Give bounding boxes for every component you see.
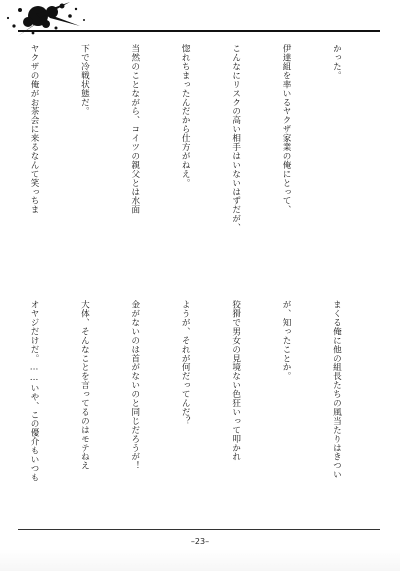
text-column: ヤクザの俺がお茶会に来るなんて笑っちま (29, 44, 40, 215)
text-column: ようが、それが何だってんだ？ (180, 300, 191, 426)
text-column: オヤジだけだ。……いや、この優介もいつも (29, 300, 40, 482)
text-column: 当然のことながら、コイツの親父とは水面 (129, 44, 140, 215)
text-column: 伊達組を率いるヤクザ家業の俺にとって、 (281, 44, 292, 215)
bottom-rule (18, 529, 380, 530)
text-column: 金がないのは首がないのと同じだろうが！ (129, 300, 140, 471)
text-block-top (0, 44, 378, 274)
text-column: 下で冷戦状態だ。 (79, 44, 90, 116)
text-block-bottom (0, 300, 378, 525)
top-rule (18, 30, 380, 32)
text-column: まくる俺に他の組長たちの風当たりはきつい (331, 300, 342, 479)
text-column: かった。 (331, 44, 342, 80)
text-column: が、知ったことか。 (281, 300, 292, 381)
text-column: 大体、そんなことを言ってるのはモテねえ (79, 300, 90, 471)
text-column: こんなにリスクの高い相手はいないはずだが、 (230, 44, 241, 232)
page-bleed-decoration (0, 549, 400, 571)
text-column: 惚れちまったんだから仕方がねえ。 (180, 44, 191, 188)
text-column: 狡猾で男女の見境ない色狂いって叩かれ (230, 300, 241, 462)
page-number: –23– (190, 537, 210, 546)
